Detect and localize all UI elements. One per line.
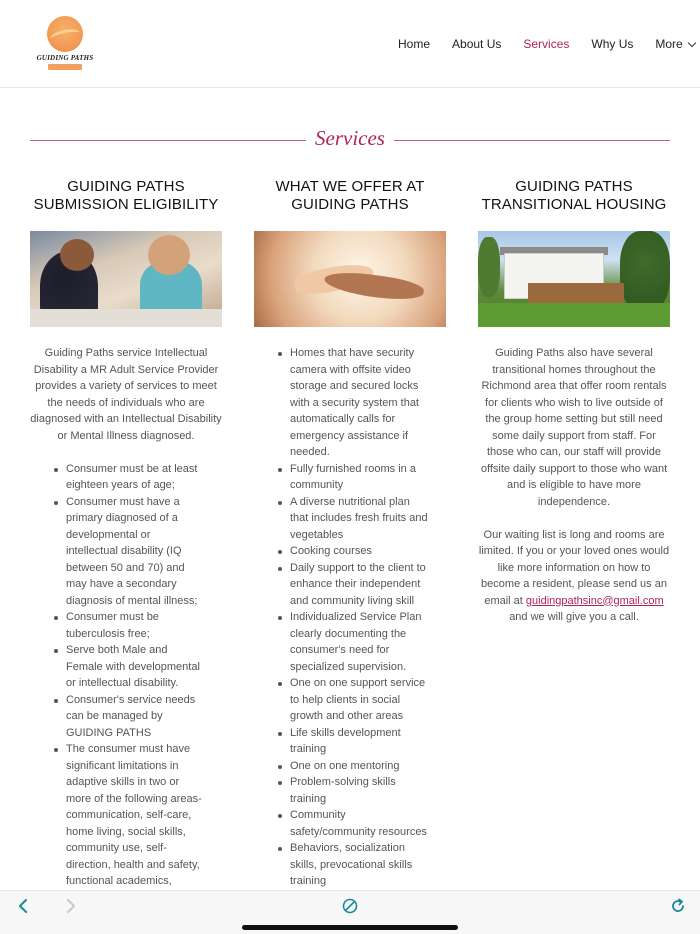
- column-what-we-offer: [254, 178, 446, 906]
- list-item: One on one mentoring: [254, 758, 446, 775]
- column-title: [30, 178, 222, 222]
- list-item: Consumer's service needs can be managed by GUIDING PATHS: [30, 692, 222, 742]
- photo-tree: [478, 237, 500, 297]
- list-item: Problem-solving skills training: [254, 774, 446, 807]
- site-logo[interactable]: [34, 14, 96, 72]
- intro-paragraph: Guiding Paths service Intellectual Disability a MR Adult Service Provider provides a variety of services to meet the needs of individuals who are diagnosed with an Intellectual Disability or Mental Illness diagnosed.: [30, 347, 222, 442]
- eligibility-list: [30, 461, 222, 907]
- photo-tree: [620, 231, 670, 311]
- photo-table: [30, 309, 222, 327]
- column-title: [254, 178, 446, 222]
- nav-services[interactable]: Services: [523, 37, 570, 51]
- housing-paragraph: Guiding Paths also have several transitional homes throughout the Richmond area that offer room rentals for clients who wish to live outside of the group home setting but still need some daily support from staff. For those who can, our staff will provide offsite daily support to those who want and is eligible to have more independence.: [480, 347, 668, 508]
- logo-text: GUIDING PATHS: [36, 54, 94, 62]
- eligibility-photo: [30, 231, 222, 327]
- list-item: Community safety/community resources: [254, 807, 446, 840]
- logo-tagline-bar: [48, 64, 82, 70]
- list-item: Daily support to the client to enhance their independent and community living skill: [254, 560, 446, 610]
- photo-person-head: [148, 235, 190, 275]
- column-title-line: GUIDING PATHS: [291, 196, 409, 213]
- site-header: [0, 0, 700, 88]
- housing-photo: [478, 231, 670, 327]
- list-item: Consumer must have a primary diagnosed of a developmental or intellectual disability (IQ between 50 and 70) and may have a secondary diagnosis of mental illness;: [30, 494, 222, 610]
- page-title: Services: [315, 126, 385, 150]
- list-item: Individualized Service Plan clearly documenting the consumer's need for specialized supervision.: [254, 609, 446, 675]
- column-title-line: GUIDING PATHS: [515, 178, 633, 195]
- photo-hand: [323, 268, 425, 304]
- photo-person-head: [60, 239, 94, 271]
- column-title-line: SUBMISSION ELIGIBILITY: [33, 196, 219, 213]
- section-heading: [30, 126, 670, 154]
- column-title-line: TRANSITIONAL HOUSING: [481, 196, 667, 213]
- column-title-line: WHAT WE OFFER AT: [275, 178, 425, 195]
- nav-more-label: More: [655, 37, 683, 51]
- list-item: Serve both Male and Female with developmental or intellectual disability.: [30, 642, 222, 692]
- nav-home[interactable]: Home: [398, 37, 431, 51]
- column-eligibility: [30, 178, 222, 906]
- housing-text: [478, 345, 670, 626]
- list-item: The consumer must have significant limitations in adaptive skills in two or more of the following areas-communication, self-care, home living, social skills, community use, self-direction, health and safety, functional academics,: [30, 741, 222, 906]
- email-link[interactable]: guidingpathsinc@gmail.com: [525, 594, 664, 607]
- list-item: Life skills development training: [254, 725, 446, 758]
- main-nav: [398, 37, 695, 51]
- browser-toolbar: [0, 890, 700, 934]
- back-icon[interactable]: [16, 899, 30, 913]
- column-transitional-housing: [478, 178, 670, 642]
- housing-contact-paragraph: [478, 527, 670, 626]
- list-item: Behaviors, socialization skills, prevocational skills training: [254, 840, 446, 890]
- list-item: Consumer must be tuberculosis free;: [30, 609, 222, 642]
- chevron-down-icon: [687, 39, 695, 47]
- offer-photo: [254, 231, 446, 327]
- list-item: Consumer must be at least eighteen years of age;: [30, 461, 222, 494]
- nav-more[interactable]: [655, 37, 694, 51]
- list-item: Fully furnished rooms in a community: [254, 461, 446, 494]
- list-item: Homes that have security camera with offsite video storage and secured locks with a security system that automatically calls for emergency assistance if needed.: [254, 345, 446, 461]
- photo-grass: [478, 303, 670, 327]
- list-item: One on one support service to help clients in social growth and other areas: [254, 675, 446, 725]
- divider-right: [394, 140, 670, 141]
- stop-icon[interactable]: [342, 898, 358, 914]
- offer-list: [254, 345, 446, 906]
- list-item: Cooking courses: [254, 543, 446, 560]
- column-title: [478, 178, 670, 222]
- contact-text: and we will give you a call.: [509, 611, 639, 623]
- home-indicator: [242, 925, 458, 930]
- forward-icon[interactable]: [64, 899, 78, 913]
- nav-about-us[interactable]: About Us: [452, 37, 502, 51]
- photo-deck: [528, 283, 624, 303]
- column-title-line: GUIDING PATHS: [67, 178, 185, 195]
- list-item: A diverse nutritional plan that includes fresh fruits and vegetables: [254, 494, 446, 544]
- nav-why-us[interactable]: Why Us: [591, 37, 634, 51]
- contact-text: Our waiting list is long and rooms are limited. If you or your loved ones would like more information on how to become a resident, please send us an email at: [478, 528, 670, 607]
- reload-icon[interactable]: [670, 898, 686, 914]
- eligibility-intro: [30, 345, 222, 444]
